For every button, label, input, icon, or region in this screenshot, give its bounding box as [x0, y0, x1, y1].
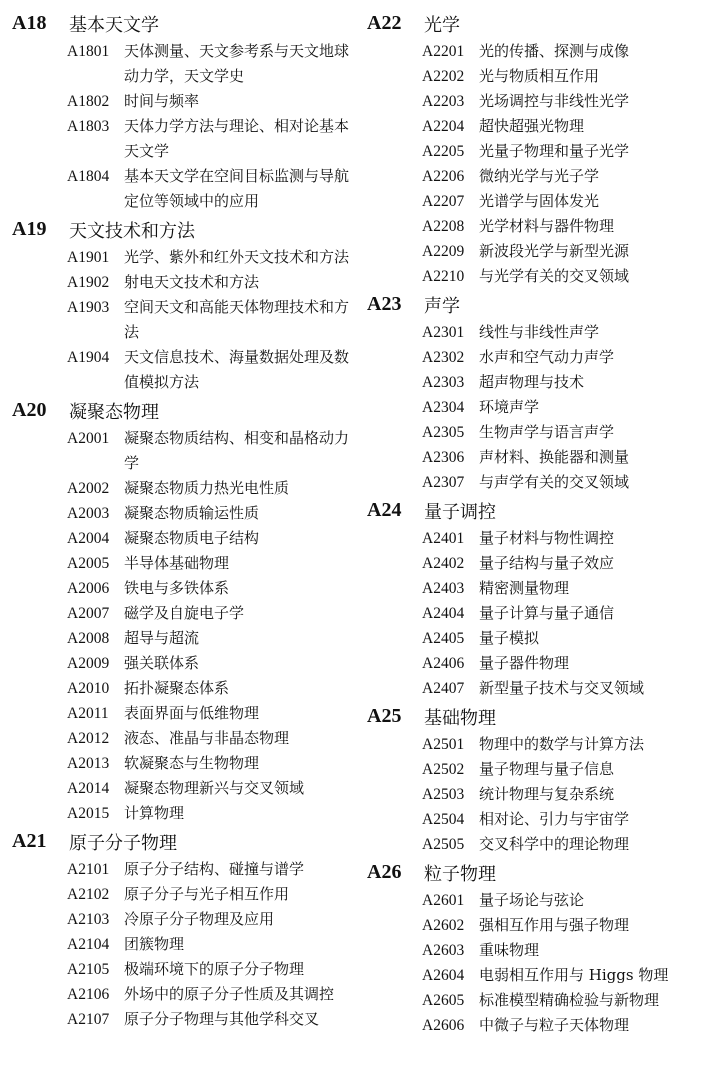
item-code: A2301 — [422, 324, 465, 341]
section-heading — [367, 701, 712, 732]
item-title: 交叉科学中的理论物理 — [479, 835, 630, 853]
list-item — [367, 832, 712, 857]
item-code: A2604 — [422, 967, 465, 984]
list-item — [367, 39, 712, 64]
item-title: 天体测量、天文参考系与天文地球动力学，天文学史 — [124, 42, 350, 85]
list-item — [367, 189, 712, 214]
item-code: A2306 — [422, 449, 465, 466]
item-code: A2009 — [67, 655, 110, 672]
list-item — [367, 1013, 712, 1038]
section-title: 量子调控 — [424, 501, 496, 523]
item-code: A2208 — [422, 218, 465, 235]
item-code: A2303 — [422, 374, 465, 391]
section-title: 光学 — [424, 14, 460, 36]
list-item — [12, 476, 352, 501]
section — [12, 8, 352, 214]
list-item — [367, 395, 712, 420]
section-code: A19 — [12, 218, 47, 240]
item-title: 物理中的数学与计算方法 — [479, 735, 645, 753]
item-code: A2403 — [422, 580, 465, 597]
item-code: A2011 — [67, 705, 109, 722]
item-code: A2104 — [67, 936, 110, 953]
item-code: A2001 — [67, 430, 110, 447]
list-item — [367, 732, 712, 757]
item-code: A2601 — [422, 892, 465, 909]
item-code: A2012 — [67, 730, 110, 747]
item-title: 声材料、换能器和测量 — [479, 448, 630, 466]
item-title: 凝聚态物质结构、相变和晶格动力学 — [124, 429, 350, 472]
item-code: A1904 — [67, 349, 110, 366]
list-item — [367, 320, 712, 345]
item-code: A2603 — [422, 942, 465, 959]
list-item — [367, 576, 712, 601]
section-title: 基本天文学 — [69, 14, 159, 36]
item-title: 光学、紫外和红外天文技术和方法 — [124, 248, 350, 266]
item-title: 铁电与多铁体系 — [124, 579, 230, 597]
list-item — [12, 164, 352, 214]
list-item — [12, 857, 352, 882]
section — [367, 8, 712, 289]
item-title: 空间天文和高能天体物理技术和方法 — [124, 298, 350, 341]
item-title: 时间与频率 — [124, 92, 200, 110]
item-title: 天体力学方法与理论、相对论基本天文学 — [124, 117, 350, 160]
item-title: 水声和空气动力声学 — [479, 348, 615, 366]
list-item — [12, 270, 352, 295]
item-title: 超导与超流 — [124, 629, 200, 647]
section-heading — [367, 8, 712, 39]
section-title: 凝聚态物理 — [69, 401, 159, 423]
item-code: A2304 — [422, 399, 465, 416]
list-item — [12, 801, 352, 826]
item-title: 量子模拟 — [479, 629, 540, 647]
list-item — [367, 239, 712, 264]
item-code: A2401 — [422, 530, 465, 547]
list-item — [367, 988, 712, 1013]
item-title: 凝聚态物质输运性质 — [124, 504, 260, 522]
item-code: A2602 — [422, 917, 465, 934]
section-heading — [367, 289, 712, 320]
item-code: A2102 — [67, 886, 110, 903]
list-item — [12, 776, 352, 801]
item-code: A1802 — [67, 93, 110, 110]
section-title: 声学 — [424, 295, 460, 317]
list-item — [367, 264, 712, 289]
item-title: 量子场论与弦论 — [479, 891, 585, 909]
item-code: A1903 — [67, 299, 110, 316]
item-title: 原子分子物理与其他学科交叉 — [124, 1010, 320, 1028]
section-code: A24 — [367, 499, 402, 521]
section-title: 天文技术和方法 — [69, 220, 195, 242]
list-item — [12, 426, 352, 476]
section-code: A23 — [367, 293, 402, 315]
item-title: 量子物理与量子信息 — [479, 760, 615, 778]
list-item — [367, 601, 712, 626]
list-item — [367, 214, 712, 239]
list-item — [12, 676, 352, 701]
item-title: 超声物理与技术 — [479, 373, 585, 391]
section-title: 粒子物理 — [424, 863, 496, 885]
item-code: A2405 — [422, 630, 465, 647]
list-item — [367, 526, 712, 551]
item-title: 液态、准晶与非晶态物理 — [124, 729, 290, 747]
item-title: 光与物质相互作用 — [479, 67, 600, 85]
item-code: A2203 — [422, 93, 465, 110]
item-code: A2505 — [422, 836, 465, 853]
item-code: A2002 — [67, 480, 110, 497]
item-code: A2014 — [67, 780, 110, 797]
section-title: 原子分子物理 — [69, 832, 177, 854]
item-title: 原子分子与光子相互作用 — [124, 885, 290, 903]
item-title: 光的传播、探测与成像 — [479, 42, 630, 60]
list-item — [12, 932, 352, 957]
item-code: A2007 — [67, 605, 110, 622]
list-item — [12, 726, 352, 751]
list-item — [12, 295, 352, 345]
list-item — [12, 957, 352, 982]
list-item — [367, 782, 712, 807]
item-title: 新型量子技术与交叉领域 — [479, 679, 645, 697]
list-item — [367, 888, 712, 913]
item-code: A2103 — [67, 911, 110, 928]
section-code: A22 — [367, 12, 402, 34]
list-item — [12, 626, 352, 651]
list-item — [367, 757, 712, 782]
item-title: 基本天文学在空间目标监测与导航定位等领域中的应用 — [124, 167, 350, 210]
list-item — [367, 807, 712, 832]
list-item — [12, 345, 352, 395]
list-item — [367, 64, 712, 89]
item-code: A2404 — [422, 605, 465, 622]
list-item — [367, 470, 712, 495]
item-code: A2005 — [67, 555, 110, 572]
list-item — [367, 626, 712, 651]
item-title: 极端环境下的原子分子物理 — [124, 960, 305, 978]
list-item — [367, 370, 712, 395]
item-code: A2305 — [422, 424, 465, 441]
section-code: A21 — [12, 830, 47, 852]
item-title: 强相互作用与强子物理 — [479, 916, 630, 934]
list-item — [12, 907, 352, 932]
item-code: A2004 — [67, 530, 110, 547]
item-title: 磁学及自旋电子学 — [124, 604, 245, 622]
item-code: A1803 — [67, 118, 110, 135]
item-title: 微纳光学与光子学 — [479, 167, 600, 185]
list-item — [12, 576, 352, 601]
list-item — [367, 89, 712, 114]
list-item — [12, 39, 352, 89]
section-code: A20 — [12, 399, 47, 421]
item-code: A2205 — [422, 143, 465, 160]
right-column — [367, 8, 712, 1038]
item-code: A2501 — [422, 736, 465, 753]
item-code: A1902 — [67, 274, 110, 291]
list-item — [367, 420, 712, 445]
item-title: 相对论、引力与宇宙学 — [479, 810, 630, 828]
list-item — [12, 701, 352, 726]
section-heading — [12, 826, 352, 857]
item-code: A2015 — [67, 805, 110, 822]
section — [367, 289, 712, 495]
section-heading — [12, 214, 352, 245]
item-code: A1801 — [67, 43, 110, 60]
item-code: A2406 — [422, 655, 465, 672]
list-item — [12, 526, 352, 551]
section — [12, 826, 352, 1032]
item-code: A2202 — [422, 68, 465, 85]
list-item — [367, 913, 712, 938]
item-title: 光量子物理和量子光学 — [479, 142, 630, 160]
item-title: 光场调控与非线性光学 — [479, 92, 630, 110]
left-column — [12, 8, 352, 1032]
item-code: A2504 — [422, 811, 465, 828]
item-title: 量子材料与物性调控 — [479, 529, 615, 547]
item-title: 电弱相互作用与 Higgs 物理 — [479, 966, 669, 984]
item-title: 强关联体系 — [124, 654, 200, 672]
item-title: 新波段光学与新型光源 — [479, 242, 630, 260]
item-code: A2105 — [67, 961, 110, 978]
section-code: A26 — [367, 861, 402, 883]
item-title: 统计物理与复杂系统 — [479, 785, 615, 803]
section-code: A18 — [12, 12, 47, 34]
item-title: 环境声学 — [479, 398, 540, 416]
item-title: 计算物理 — [124, 804, 185, 822]
list-item — [12, 89, 352, 114]
item-code: A2107 — [67, 1011, 110, 1028]
list-item — [12, 982, 352, 1007]
item-code: A2209 — [422, 243, 465, 260]
list-item — [367, 139, 712, 164]
item-code: A2204 — [422, 118, 465, 135]
item-title: 拓扑凝聚态体系 — [124, 679, 230, 697]
section-heading — [367, 857, 712, 888]
list-item — [367, 676, 712, 701]
list-item — [367, 963, 712, 988]
list-item — [12, 882, 352, 907]
section-heading — [12, 395, 352, 426]
item-code: A2210 — [422, 268, 465, 285]
section — [12, 214, 352, 395]
item-title: 中微子与粒子天体物理 — [479, 1016, 630, 1034]
item-code: A2010 — [67, 680, 110, 697]
item-code: A2101 — [67, 861, 110, 878]
item-title: 线性与非线性声学 — [479, 323, 600, 341]
item-title: 量子计算与量子通信 — [479, 604, 615, 622]
item-title: 天文信息技术、海量数据处理及数值模拟方法 — [124, 348, 350, 391]
list-item — [367, 114, 712, 139]
item-code: A2606 — [422, 1017, 465, 1034]
item-code: A2201 — [422, 43, 465, 60]
item-title: 凝聚态物质电子结构 — [124, 529, 260, 547]
item-title: 与声学有关的交叉领域 — [479, 473, 630, 491]
item-title: 冷原子分子物理及应用 — [124, 910, 275, 928]
item-code: A2402 — [422, 555, 465, 572]
section-heading — [367, 495, 712, 526]
item-code: A2106 — [67, 986, 110, 1003]
list-item — [367, 164, 712, 189]
item-code: A2407 — [422, 680, 465, 697]
list-item — [367, 345, 712, 370]
section-code: A25 — [367, 705, 402, 727]
item-code: A2503 — [422, 786, 465, 803]
item-code: A2013 — [67, 755, 110, 772]
list-item — [12, 751, 352, 776]
item-code: A2302 — [422, 349, 465, 366]
item-title: 与光学有关的交叉领域 — [479, 267, 630, 285]
section — [367, 495, 712, 701]
list-item — [367, 938, 712, 963]
section — [12, 395, 352, 826]
item-code: A2003 — [67, 505, 110, 522]
item-title: 光学材料与器件物理 — [479, 217, 615, 235]
item-title: 原子分子结构、碰撞与谱学 — [124, 860, 305, 878]
item-title: 团簇物理 — [124, 935, 185, 953]
item-code: A2605 — [422, 992, 465, 1009]
item-title: 表面界面与低维物理 — [124, 704, 260, 722]
list-item — [12, 1007, 352, 1032]
list-item — [367, 551, 712, 576]
list-item — [12, 245, 352, 270]
item-code: A2006 — [67, 580, 110, 597]
item-code: A1804 — [67, 168, 110, 185]
item-title: 精密测量物理 — [479, 579, 570, 597]
item-title: 凝聚态物理新兴与交叉领域 — [124, 779, 305, 797]
list-item — [367, 445, 712, 470]
item-title: 生物声学与语言声学 — [479, 423, 615, 441]
item-title: 光谱学与固体发光 — [479, 192, 600, 210]
item-title: 量子器件物理 — [479, 654, 570, 672]
item-code: A2502 — [422, 761, 465, 778]
item-code: A2008 — [67, 630, 110, 647]
list-item — [12, 501, 352, 526]
list-item — [12, 651, 352, 676]
item-title: 量子结构与量子效应 — [479, 554, 615, 572]
item-title: 超快超强光物理 — [479, 117, 585, 135]
list-item — [367, 651, 712, 676]
item-title: 标准模型精确检验与新物理 — [479, 991, 660, 1009]
section — [367, 701, 712, 857]
list-item — [12, 114, 352, 164]
section — [367, 857, 712, 1038]
section-title: 基础物理 — [424, 707, 496, 729]
item-code: A2207 — [422, 193, 465, 210]
item-code: A2307 — [422, 474, 465, 491]
item-title: 重味物理 — [479, 941, 540, 959]
item-title: 半导体基础物理 — [124, 554, 230, 572]
item-title: 外场中的原子分子性质及其调控 — [124, 985, 335, 1003]
item-title: 凝聚态物质力热光电性质 — [124, 479, 290, 497]
section-heading — [12, 8, 352, 39]
item-code: A2206 — [422, 168, 465, 185]
item-title: 射电天文技术和方法 — [124, 273, 260, 291]
list-item — [12, 601, 352, 626]
item-title: 软凝聚态与生物物理 — [124, 754, 260, 772]
item-code: A1901 — [67, 249, 110, 266]
list-item — [12, 551, 352, 576]
